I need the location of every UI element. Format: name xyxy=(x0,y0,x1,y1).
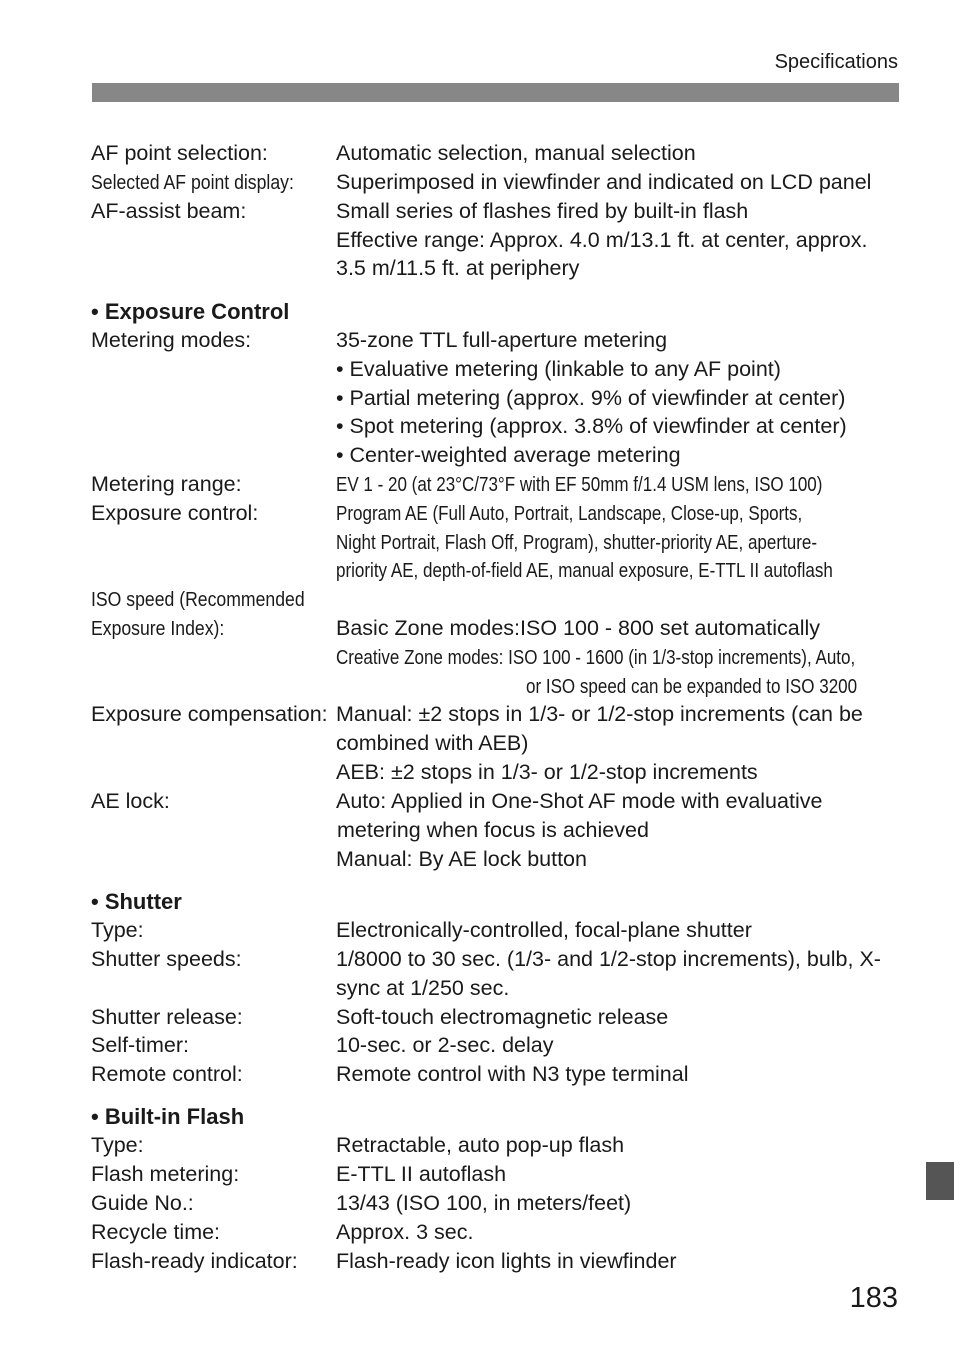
spec-row-continuation xyxy=(91,974,903,1003)
spec-value: Electronically-controlled, focal-plane shutter xyxy=(336,918,752,942)
spec-value: • Center-weighted average metering xyxy=(336,443,681,467)
spec-row-continuation xyxy=(91,643,903,672)
page-header-title: Specifications xyxy=(774,51,898,73)
spec-value: Effective range: Approx. 4.0 m/13.1 ft. at center, approx. xyxy=(336,228,868,252)
spec-row-continuation xyxy=(91,672,903,701)
spec-label: Shutter speeds: xyxy=(91,947,242,971)
spec-row-shutter-speeds xyxy=(91,945,903,974)
spec-value: Soft-touch electromagnetic release xyxy=(336,1005,669,1029)
spec-row-continuation xyxy=(91,384,903,413)
spec-value: Basic Zone modes:ISO 100 - 800 set automatically xyxy=(336,616,820,640)
spec-row-af-point-selection xyxy=(91,139,903,168)
spec-value: • Spot metering (approx. 3.8% of viewfinder at center) xyxy=(336,414,847,438)
spec-row-self-timer xyxy=(91,1031,903,1060)
spec-label: Metering modes: xyxy=(91,328,252,352)
spec-value: Manual: ±2 stops in 1/3- or 1/2-stop increments (can be xyxy=(336,702,863,726)
spec-value: Auto: Applied in One-Shot AF mode with evaluative xyxy=(336,789,823,813)
spec-row-continuation xyxy=(91,355,903,384)
spec-row-flash-ready-indicator xyxy=(91,1247,903,1276)
spec-value: Flash-ready icon lights in viewfinder xyxy=(336,1249,677,1273)
spec-row-shutter-release xyxy=(91,1003,903,1032)
spec-row-metering-range xyxy=(91,470,903,499)
spec-row-ae-lock xyxy=(91,787,903,816)
spec-label: ISO speed (Recommended xyxy=(91,588,305,611)
spec-value: Automatic selection, manual selection xyxy=(336,141,696,165)
spec-label: Flash metering: xyxy=(91,1162,240,1186)
spec-row-continuation xyxy=(91,758,903,787)
spec-label: Shutter release: xyxy=(91,1005,243,1029)
spec-row-continuation xyxy=(91,254,903,283)
spec-value: • Evaluative metering (linkable to any AF point) xyxy=(336,357,781,381)
page-number: 183 xyxy=(849,1282,898,1314)
spec-row-continuation xyxy=(91,226,903,255)
spec-label: Flash-ready indicator: xyxy=(91,1249,298,1273)
chapter-side-tab xyxy=(926,1162,954,1200)
spec-row-continuation xyxy=(91,556,903,585)
spec-value: Manual: By AE lock button xyxy=(336,847,587,871)
spec-label: Exposure Index): xyxy=(91,617,225,640)
section-heading-built-in-flash: • Built-in Flash xyxy=(91,1104,245,1129)
spec-value: 10-sec. or 2-sec. delay xyxy=(336,1033,554,1057)
spec-value: 3.5 m/11.5 ft. at periphery xyxy=(336,256,580,280)
spec-label: Guide No.: xyxy=(91,1191,194,1215)
spec-label: Exposure control: xyxy=(91,501,259,525)
spec-row-continuation xyxy=(91,729,903,758)
spec-row-remote-control xyxy=(91,1060,903,1089)
spec-label: Exposure compensation: xyxy=(91,702,328,726)
spec-row-selected-af-point-display xyxy=(91,168,903,197)
spec-label: AF point selection: xyxy=(91,141,268,165)
spec-value: Program AE (Full Auto, Portrait, Landscape, Close-up, Sports, xyxy=(336,502,803,525)
spec-row-continuation xyxy=(91,412,903,441)
spec-value: combined with AEB) xyxy=(336,731,529,755)
spec-row-exposure-control xyxy=(91,499,903,528)
spec-row-shutter-type xyxy=(91,916,903,945)
spec-row-recycle-time xyxy=(91,1218,903,1247)
spec-value: Creative Zone modes: ISO 100 - 1600 (in 1/3-stop increments), Auto, xyxy=(336,646,856,669)
spec-value: or ISO speed can be expanded to ISO 3200 xyxy=(526,675,858,698)
spec-value: E-TTL II autoflash xyxy=(336,1162,507,1186)
spec-label: AE lock: xyxy=(91,789,170,813)
spec-row-flash-type xyxy=(91,1131,903,1160)
spec-row-metering-modes xyxy=(91,326,903,355)
section-heading-exposure-control: • Exposure Control xyxy=(91,299,290,324)
spec-value: Night Portrait, Flash Off, Program), shutter-priority AE, aperture- xyxy=(336,531,817,554)
spec-value: Superimposed in viewfinder and indicated on LCD panel xyxy=(336,170,872,194)
spec-label: Selected AF point display: xyxy=(91,171,294,194)
spec-row-iso-speed-cont xyxy=(91,614,903,643)
spec-value: metering when focus is achieved xyxy=(337,818,649,842)
spec-row-exposure-compensation xyxy=(91,700,903,729)
spec-value: Small series of flashes fired by built-in flash xyxy=(336,199,749,223)
spec-label: Metering range: xyxy=(91,472,242,496)
spec-label: Remote control: xyxy=(91,1062,243,1086)
spec-value: 13/43 (ISO 100, in meters/feet) xyxy=(336,1191,632,1215)
spec-value: 1/8000 to 30 sec. (1/3- and 1/2-stop increments), bulb, X- xyxy=(336,947,881,971)
spec-row-guide-no xyxy=(91,1189,903,1218)
spec-row-continuation xyxy=(91,528,903,557)
spec-value: AEB: ±2 stops in 1/3- or 1/2-stop increments xyxy=(336,760,758,784)
spec-label: Type: xyxy=(91,918,144,942)
header-divider-bar xyxy=(92,83,899,102)
spec-value: Remote control with N3 type terminal xyxy=(336,1062,689,1086)
spec-label: Type: xyxy=(91,1133,144,1157)
spec-row-continuation xyxy=(91,816,903,845)
spec-row-iso-speed xyxy=(91,585,903,614)
section-heading-shutter: • Shutter xyxy=(91,889,182,914)
spec-value: sync at 1/250 sec. xyxy=(336,976,510,1000)
spec-row-flash-metering xyxy=(91,1160,903,1189)
spec-row-continuation xyxy=(91,845,903,874)
spec-row-continuation xyxy=(91,441,903,470)
spec-value: Approx. 3 sec. xyxy=(336,1220,474,1244)
spec-row-af-assist-beam xyxy=(91,197,903,226)
spec-value: • Partial metering (approx. 9% of viewfinder at center) xyxy=(336,386,846,410)
spec-value: Retractable, auto pop-up flash xyxy=(336,1133,625,1157)
spec-value: EV 1 - 20 (at 23°C/73°F with EF 50mm f/1.4 USM lens, ISO 100) xyxy=(336,473,823,496)
spec-value: priority AE, depth-of-field AE, manual exposure, E-TTL II autoflash xyxy=(336,559,833,582)
spec-value: 35-zone TTL full-aperture metering xyxy=(336,328,668,352)
spec-label: Recycle time: xyxy=(91,1220,221,1244)
spec-label: Self-timer: xyxy=(91,1033,189,1057)
spec-label: AF-assist beam: xyxy=(91,199,247,223)
